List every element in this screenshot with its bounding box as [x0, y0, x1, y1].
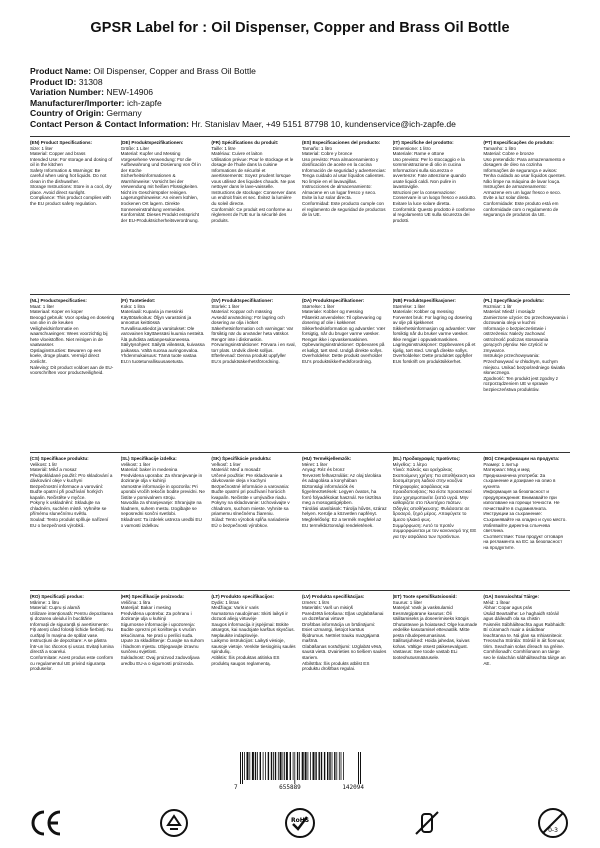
spec-text: Veličina: 1 litra Materijal: Bakar i mesing Predviđena upotreba: Za pohranu i doziranje ulja u kuhinji Sigurnosne informacije i upozorenja: Budite oprezni pri korištenju s vrućim tekućinama. Ne prati u perilici suđa. Upute za skladištenje: Čuvajte na suhom i hladnom mjestu. Izbjegavajte izravnu sunčevu svjetlost. Sukladnost: Ovaj proizvod zadovoljava uredbu EU-a o sigurnosti proizvoda. [120, 599, 204, 666]
spec-heading: (SK) Špecifikácie produktu: [211, 456, 272, 461]
spec-text: Suurus: 1 liiter Materjal: Vask ja vasksulamid Eesmärgipärane kasutus: Õli säilitamiseks ja doseerimiseks köögis Ohutusteave ja hoiatused: Olge kuumade vedelike kasutamisel ettevaatlik. Mitte pesta nõudepesumasinas. Säilitusjuhised: Hoida jahedas, kuivas kohas. Vältige otsest päikesevalgust. Vastavus: See toode vastab ELi tooteohutusmäärusele. [392, 599, 478, 661]
spec-heading: (HR) Specifikacije proizvoda: [120, 594, 184, 599]
spec-heading: (SV) Produktspecifikationer: [211, 298, 274, 303]
info-row-contact: Contact Person & Contact Information: Hr. Stanislav Maer, +49 5151 87798 10, kundenservice@ich-zapfe.de [30, 118, 456, 129]
spec-heading: (ES) Especificaciones del producto: [301, 140, 381, 145]
spec-row-2 [30, 298, 570, 448]
spec-heading: (EL) Προδιαγραφές προϊόντος: [392, 456, 461, 461]
barcode [234, 752, 364, 792]
compliance-marks [30, 806, 570, 840]
spec-cell [121, 456, 208, 606]
spec-row-1 [30, 140, 570, 290]
divider [30, 590, 570, 591]
spec-heading: (FR) Spécifications du produit: [211, 140, 279, 145]
info-row-product-name: Product Name: Oil Dispenser, Copper and Brass Oil Bottle [30, 66, 256, 76]
spec-text: Koko: 1 litra Materiaali: Kuparia ja messinki Käyttötarkoitus: Öljyn varastointi ja annostus keittiössä Turvallisuustiedot ja varoitukset: Ole varovainen käyttäessäsi kuumia nesteitä. Älä puhdista astianpesukoneessa. Säilytysohjeet: Säilytä viileässä, kuivassa paikassa. Vältä suoraa auringonvaloa. Yhdenmukaisuus: Tämä tuote vastaa EU:n tuoteturvallisuusasetusta. [120, 303, 205, 365]
spec-cell [393, 140, 480, 290]
rohs-icon [283, 806, 317, 840]
spec-heading: (GA) Sonraíochtaí Táirge: [483, 594, 539, 599]
divider [30, 294, 570, 295]
spec-cell [211, 140, 298, 290]
spec-cell [30, 456, 117, 606]
spec-text: Dimensione: 1 litro Materiale: Rame e ottone Uso previsto: Per lo stoccaggio e la somministrazione di olio in cucina Informazioni sulla sicurezza e avvertenze: Fate attenzione quando usate liquidi caldi. Non pulire in lavastoviglie. Istruzioni per la conservazione: Conservare in un luogo fresco e asciutto. Evitare la luce solare diretta. Conformità: Questo prodotto è conforme al regolamento UE sulla sicurezza dei prodotti. [392, 145, 477, 223]
spec-text: Méret: 1 liter Anyag: Réz és bronz Tervezett felhasználás: Az olaj tárolása és adagolása a konyhában Biztonsági információk és figyelmeztetések: Legyen óvatos, ha forró folyadékokat használ. Ne tisztítsa meg a mosogatógépben. Tárolási utasítások: Tárolja hűvös, száraz helyen. Kerülje a közvetlen napfényt. Megfelelőség: Ez a termék megfelel az EU termékbiztonsági rendeletének. [301, 461, 387, 528]
spec-text: Maat: 1 liter Materiaal: Koper en koper Beoogd gebruik: Voor opslag en dosering van olie in de keuken Veiligheidsinformatie en waarschuwingen: Wees voorzichtig bij hete vloeistoffen. Niet reinigen in de vaatwasser. Opslaginstructies: Bewaren op een koele, droge plaats. Vermijd direct zonlicht. Naleving: Dit product voldoet aan de EU-voorschriften voor productveiligheid. [30, 303, 115, 376]
spec-heading: (DE) Produktspezifikationen: [120, 140, 184, 145]
info-row-product-id: Product ID: 31308 [30, 76, 103, 87]
spec-text: Méid: 1 lítear Ábhar: Copar agus prás Úsáid Beartaithe: Le haghaidh stóráil agus dáileadh ola sa chistin Faisnéis Sábháilteachta agus Rabhaidh: Bí cúramach nuair a úsáidtear leachtanna te. Ná glan sa mhiasniteoir. Treoracha Stórála: Stóráil in áit fionnuar, tirim. Seachain solas díreach na gréine. Comhlíonadh: Comhlíonann an táirge seo le rialachán sábháilteachta táirge an AE. [483, 599, 566, 666]
spec-cell [483, 594, 570, 744]
spec-text: Размер: 1 литър Материал: Мед и мед Предназначена употреба: За съхранение и дозиране на олио в кухнята Информация за безопасност и предупреждения: Внимавайте при използване на горещи течности. Не почиствайте в съдомиялната. Инструкции за съхранение: Съхранявайте на хладно и сухо място. Избягвайте директна слънчева светлина. Съответствие: Този продукт отговаря на регламента на ЕС за безопасност на продуктите. [483, 461, 567, 550]
divider [30, 136, 570, 137]
divider [30, 452, 570, 453]
info-row-manufacturer: Manufacturer/Importer: ich-zapfe [30, 97, 162, 108]
spec-cell [30, 594, 117, 744]
spec-heading: (DA) Produktspecifikationer: [301, 298, 365, 303]
spec-cell [483, 298, 570, 448]
spec-cell [30, 298, 117, 448]
spec-heading: (PT) Especificações do produto: [483, 140, 554, 145]
spec-heading: (RO) Specificații produs: [30, 594, 84, 599]
spec-cell [483, 456, 570, 606]
spec-text: Velikost: 1 litr Materiál: Měď a mosaz Předpokládané použití: Pro skladování a dávkování oleje v kuchyni Bezpečnostní informace a varování: Buďte opatrní při používání horkých kapalin. Nečistěte v myčce. Pokyny k uskladnění: Skladujte na chladném, suchém místě. Vyhněte se přímému slunečnímu světlu. Soulad: Tento produkt splňuje nařízení EU o bezpečnosti výrobků. [30, 461, 113, 528]
spec-cell [302, 594, 389, 744]
age-text: 0-3 [548, 827, 558, 834]
spec-row-4 [30, 594, 570, 744]
spec-cell [302, 456, 389, 606]
spec-heading: (CS) Specifikace produktu: [30, 456, 89, 461]
spec-cell [121, 594, 208, 744]
spec-text: Rozmiar: 1 litr Materiał: Miedź i mosiądz Zamierzone użycie: Do przechowywania i dozowania oleju w kuchni Informacje o bezpieczeństwie i ostrzeżenia: Należy zachować ostrożność podczas stosowania gorących płynów. Nie czyścić w zmywarce. Instrukcje przechowywania: Przechowywać w chłodnym, suchym miejscu. Unikać bezpośredniego światła słonecznego. Zgodność: Ten produkt jest zgodny z rozporządzeniem UE w sprawie bezpieczeństwa produktów. [483, 303, 568, 392]
spec-cell [483, 140, 570, 290]
spec-text: Størrelse: 1 liter Materiale: Kobber og messing Forventet bruk: For lagring og dosering av olje på kjøkkenet Sikkerhetsinformasjon og advarsler: Vær forsiktig når du bruker varme væsker. Ikke rengjør i oppvaskmaskinen. Lagringsinstruksjoner: Oppbevares på et kjølig, tørt sted. Unngå direkte sollys. Overholdelse: Dette produktet oppfyller EUs forskrift om produktsikkerhet. [392, 303, 476, 365]
info-row-variation-number: Variation Number: NEW-14906 [30, 87, 154, 98]
spec-cell [302, 140, 389, 290]
spec-heading: (NL) Productspecificaties: [30, 298, 87, 303]
barcode-bars [234, 752, 364, 784]
spec-text: Größe: 1 Liter Material: Kupfer und Messing Vorgesehene Verwendung: Für die Aufbewahrung und Dosierung von Öl in der Küche Sicherheitsinformationen & Warnhinweise: Vorsicht bei der Verwendung mit heißen Flüssigkeiten. Nicht im Geschirrspüler reinigen. Lagerungshinweise: An einem kühlen, trockenen Ort lagern. Direkte Sonneneinstrahlung vermeiden. Konformität: Dieses Produkt entspricht der EU-Produktsicherheitsverordnung. [120, 145, 201, 223]
no-hazard-icon [410, 806, 444, 840]
spec-heading: (ET) Toote spetsifikatsioonid: [392, 594, 457, 599]
spec-text: Taille: 1 litre Matériau: Cuivre et laiton Utilisation prévue: Pour le stockage et le dosage de l'huile dans la cuisine Informations de sécurité et avertissements: Soyez prudent lorsque vous utilisez des liquides chauds. Ne pas nettoyer dans le lave-vaisselle. Instructions de stockage: Conserver dans un endroit frais et sec. Évitez la lumière du soleil directe. Conformité: Ce produit est conforme au règlement de l'UE sur la sécurité des produits. [211, 145, 296, 223]
spec-text: Velikost: 1 liter Material: baker in medenina Predvidena uporaba: Za shranjevanje in doziranje olja v kuhinji Varnostne informacije in opozorila: Pri uporabi vročih tekočin bodite previdni. Ne čistite v pomivalnem stroju. Navodila za shranjevanje: Shranjujte na hladnem, suhem mestu. Izogibajte se neposredni sončni svetlobi. Skladnost: Ta izdelek ustreza uredbi EU o varnosti izdelkov. [120, 461, 205, 528]
spec-cell [393, 456, 480, 606]
recycle-box-icon [157, 806, 191, 840]
spec-text: Dydis: 1 litras Medžiaga: Varis ir varis Numatoma naudojimas: Skirti laikyti ir dozuoti aliejų virtuvėje Saugos informacija ir įspėjimai: Būkite atsargūs, kai naudojate karštus skysčius. Neplaukite indaplovėje. Laikymo instrukcijos: Laikyti vėsioje, sausoje vietoje. Venkite tiesioginių saulės spindulių. Atitiktis: Šis produktas atitinka ES produktų saugos reglamentą. [211, 599, 296, 666]
spec-cell [211, 456, 298, 606]
spec-heading: (LT) Produkto specifikacijos: [211, 594, 275, 599]
spec-text: Tamaño: 1 litro Material: Cobre y bronce Uso previsto: Para almacenamiento y dosificación de aceite en la cocina Información de seguridad y advertencias: Tenga cuidado al usar líquidos calientes. No limpie en el lavavajillas. Instrucciones de almacenamiento: Almacene en un lugar fresco y seco. Evite la luz solar directa. Conformidad: Este producto cumple con el reglamento de seguridad de productos de la UE. [301, 145, 386, 218]
spec-heading: (LV) Produkta specifikācijas: [301, 594, 365, 599]
spec-heading: (FI) Tuotetiedot: [120, 298, 156, 303]
spec-cell [393, 298, 480, 448]
spec-cell [211, 594, 298, 744]
spec-heading: (PL) Specyfikacje produktu: [483, 298, 545, 303]
spec-cell [302, 298, 389, 448]
spec-text: Storlek: 1 liter Material: Koppar och mässing Avsedd användning: För lagring och dosering av olja i köket Säkerhetsinformation och varningar: Var försiktig när du använder heta vätskor. Rengör inte i diskmaskin. Förvaringsinstruktioner: Förvara i en sval, torr plats. Undvik direkt solljus. Efterlevnad: Denna produkt uppfyller EU:s produktsäkerhetsförordning. [211, 303, 296, 365]
spec-text: Izmērs: 1 litrs Materiāls: Varš un misiņš Paredzētā lietošana: Eļļas uzglabāšanai un dozēšanai virtuvē Drošības informācija un brīdinājumi: Esiet uzmanīgi, lietojot karstus šķidrumus. Netīriet trauku mazgājamā mašīnā. Glabāšanas norādījumi: Uzglabāt vēsā, sausā vietā. Izvairieties no tiešiem saules stariem. Atbilstība: Šis produkts atbilst ES produktu drošības regulai. [301, 599, 387, 672]
spec-text: Size: 1 liter Material: Copper and brass Intended Use: For storage and dosing of oil in the kitchen Safety Information & Warnings: Be careful when using hot liquids. Do not clean in the dishwasher. Storage Instructions: Store in a cool, dry place. Avoid direct sunlight. Compliance: This product complies with the EU product safety regulation. [30, 145, 113, 207]
info-row-country: Country of Origin: Germany [30, 108, 142, 119]
spec-cell [211, 298, 298, 448]
spec-row-3 [30, 456, 570, 606]
spec-text: Veľkosť: 1 liter Materiál: Meď a mosadz Určené použitie: Pre skladovanie a dávkovanie oleja v kuchyni Bezpečnostné informácie a varovania: Buďte opatrní pri používaní horúcich kvapalín. Nečistite v umývačke riadu. Pokyny na skladovanie: Uchovávajte v chladnom, suchom mieste. Vyhnite sa priamemu slnečnému žiareniu. Súlad: Tento výrobok spĺňa nariadenie EÚ o bezpečnosti výrobkov. [211, 461, 290, 528]
rohs-text: RoHS [290, 817, 310, 824]
spec-text: Tamanho: 1 litro Material: Cobre e bronze Uso pretendido: Para armazenamento e dosagem de óleo na cozinha Informações de segurança e avisos: Tenha cuidado ao usar líquidos quentes. Não limpe na máquina de lavar louça. Instruções de armazenamento: Armazene em um lugar fresco e seco. Evite a luz solar direta. Conformidade: Este produto está em conformidade com o regulamento de segurança de produtos da UE. [483, 145, 566, 218]
spec-cell [121, 298, 208, 448]
spec-heading: (SL) Specifikacije izdelka: [120, 456, 177, 461]
age-warning-icon [536, 806, 570, 840]
spec-heading: (EN) Product Specifications: [30, 140, 93, 145]
spec-heading: (NB) Produktspesifikasjoner: [392, 298, 456, 303]
page-title: GPSR Label for : Oil Dispenser, Copper and Brass Oil Bottle [90, 20, 510, 36]
spec-heading: (BG) Спецификации на продукта: [483, 456, 560, 461]
ce-mark-icon [30, 806, 64, 840]
spec-cell [121, 140, 208, 290]
spec-heading: (IT) Specifiche del prodotto: [392, 140, 454, 145]
spec-cell [30, 140, 117, 290]
spec-heading: (HU) Termékjellemzők: [301, 456, 352, 461]
barcode-digits: 7 655889 142094 [234, 784, 364, 791]
spec-text: Størrelse: 1 liter Materiale: Kobber og messing Påtænkt anvendelse: Til opbevaring og dosering af olie i køkkenet Sikkerhedsinformation og advarsler: Vær forsigtig, når du bruger varme væsker. Rengør ikke i opvaskemaskinen. Opbevaringsinstruktioner: Opbevares på et køligt, tørt sted. Undgå direkte sollys. Overholdelse: Dette produkt overholder EU's produktsikkerhedsforordning. [301, 303, 386, 365]
spec-text: Μέγεθος: 1 λίτρο Υλικό: Χαλκός και ορείχαλκος Σκοπούμενη χρήση: Για αποθήκευση και δοσομέτρηση λαδιού στην κουζίνα Πληροφορίες ασφάλειας και προειδοποιήσεις: Να είστε προσεκτικοί όταν χρησιμοποιείτε ζεστά υγρά. Μην καθαρίζετε στο πλυντήριο πιάτων. Οδηγίες αποθήκευσης: Φυλάσσετε σε δροσερό, ξηρό μέρος. Αποφύγετε το άμεσο ηλιακό φως. Συμμόρφωση: Αυτό το προϊόν συμμορφώνεται με τον κανονισμό της ΕΕ για την ασφάλεια των προϊόντων. [392, 461, 477, 539]
spec-text: Mărime: 1 litru Material: Cupru și alamă Utilizare intenționată: Pentru depozitarea și dozarea uleiului în bucătărie Informații de siguranță și avertismente: Fiți atenți când folosiți lichide fierbinți. Nu curățați în mașina de spălat vase. Instrucțiuni de depozitare: A se păstra într-un loc răcoros și uscat. Evitați lumina directă a soarelui. Conformitate: Acest produs este conform cu regulamentul UE privind siguranța produselor. [30, 599, 114, 672]
spec-cell [393, 594, 480, 744]
product-info [30, 66, 590, 130]
